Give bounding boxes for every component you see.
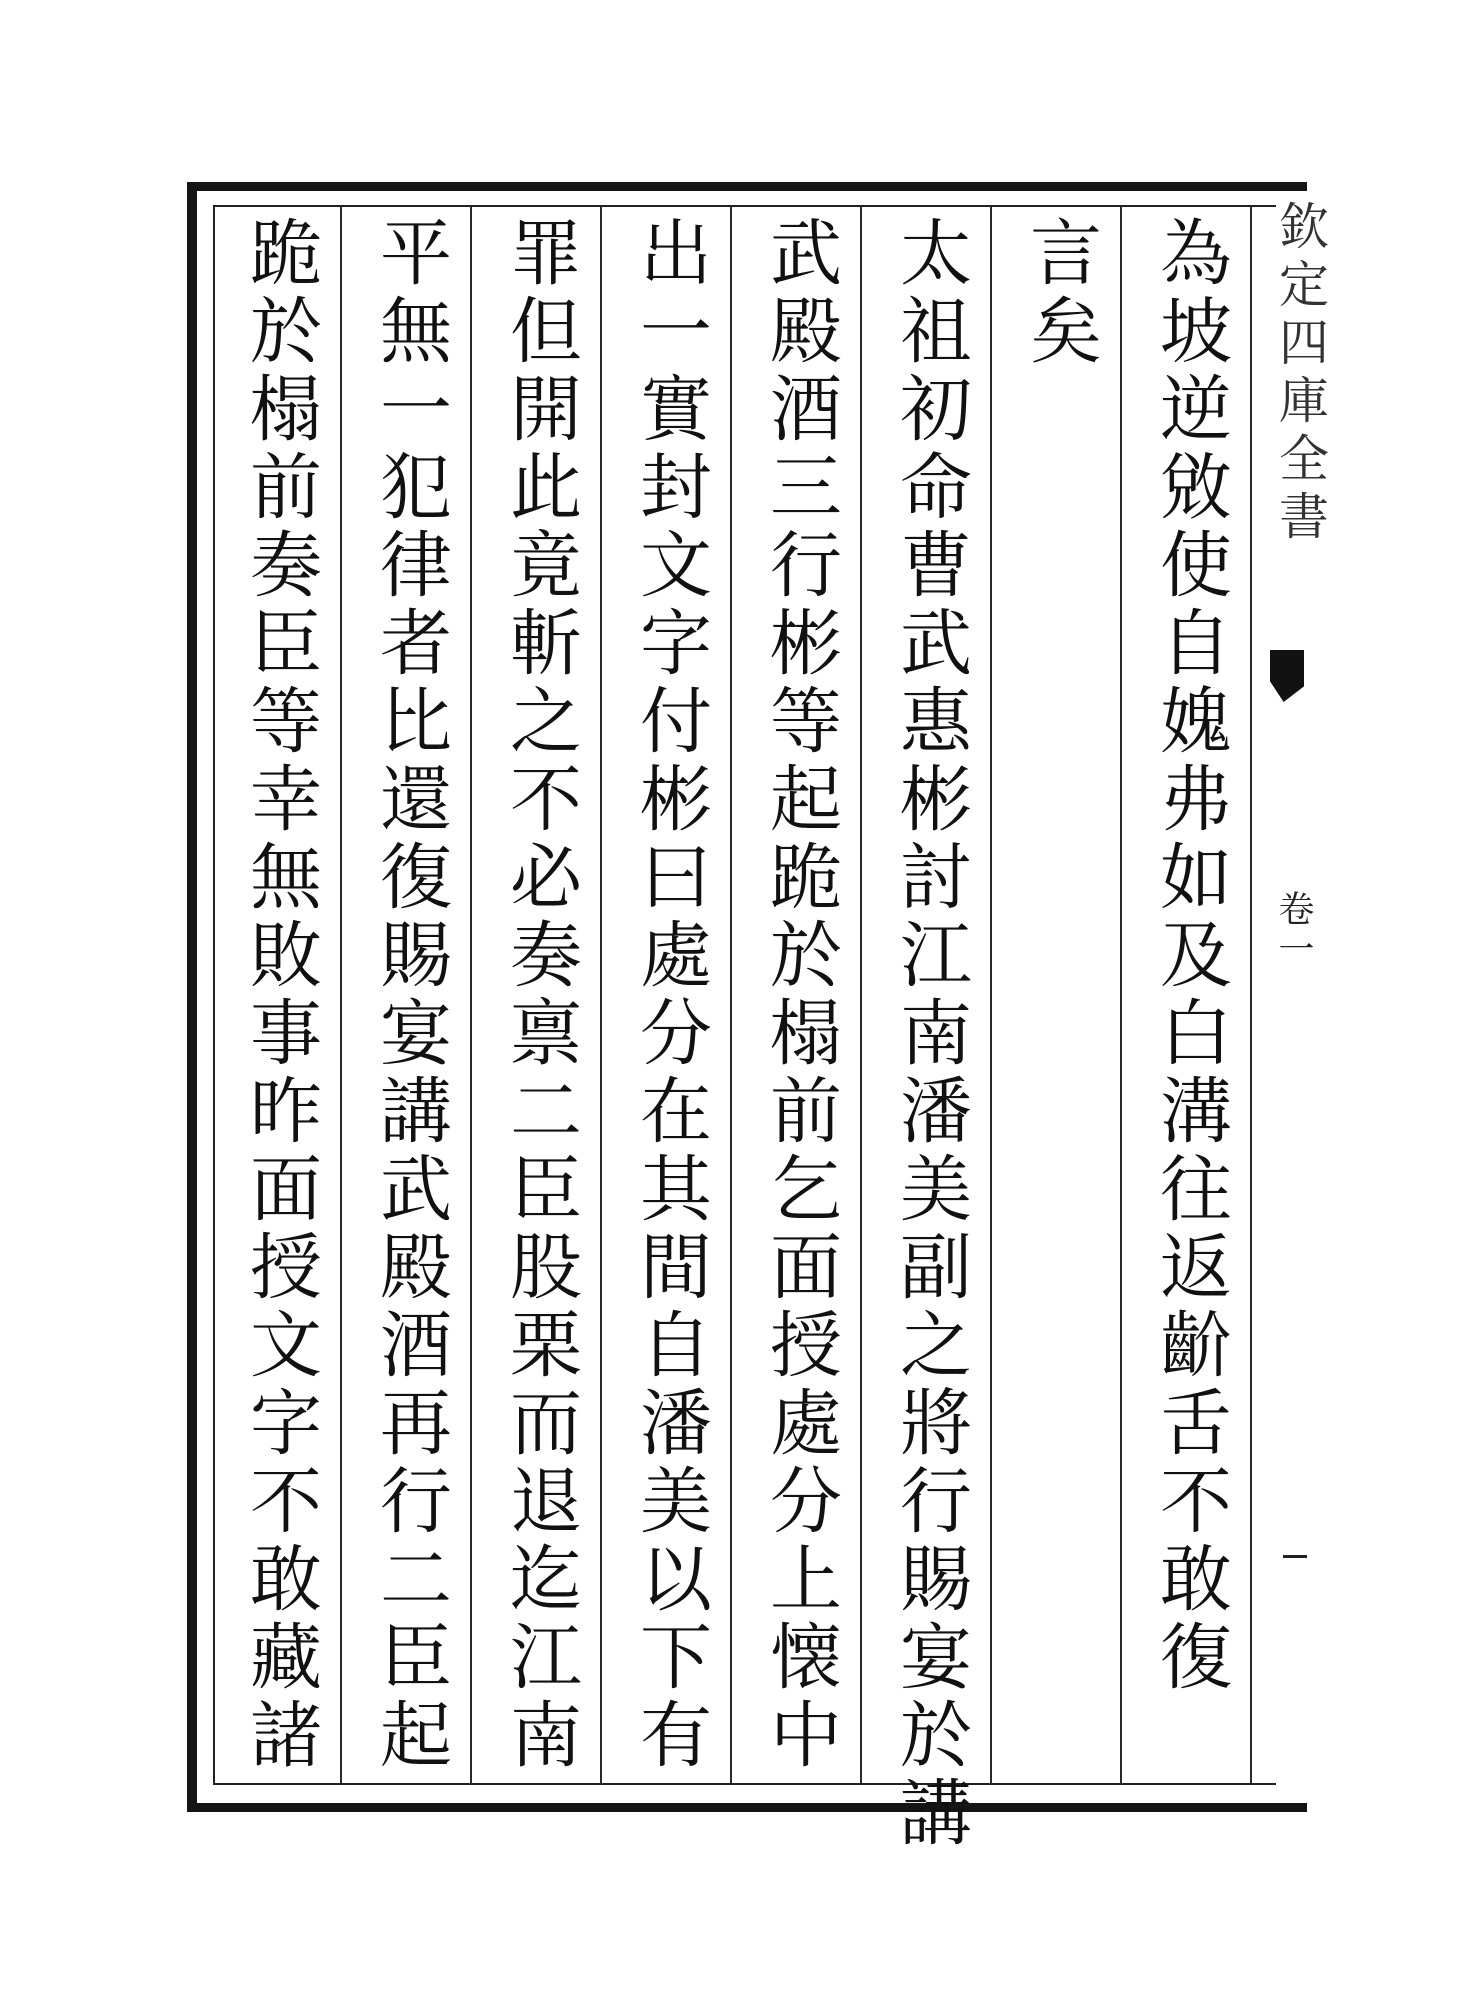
margin-book-title: 欽定四庫全書 bbox=[1271, 200, 1329, 548]
text-column-1: 為坡逆敓使自媿弗如及白溝往返齘舌不敢復 bbox=[1148, 215, 1232, 1697]
margin-tick bbox=[1283, 1555, 1307, 1558]
text-column-2: 言矣 bbox=[1018, 215, 1102, 371]
column-rule bbox=[470, 207, 472, 1783]
text-column-5: 出一實封文字付彬曰處分在其間自潘美以下有 bbox=[628, 215, 712, 1775]
margin-volume: 卷一 bbox=[1273, 890, 1314, 970]
column-rule bbox=[730, 207, 732, 1783]
column-rule bbox=[860, 207, 862, 1783]
text-column-4: 武殿酒三行彬等起跪於榻前乞面授處分上懐中 bbox=[758, 215, 842, 1775]
column-rule bbox=[600, 207, 602, 1783]
column-rule bbox=[990, 207, 992, 1783]
text-column-3: 太祖初命曹武惠彬討江南潘美副之將行賜宴於講 bbox=[888, 215, 972, 1853]
text-column-6: 罪但開此竟斬之不必奏禀二臣股栗而退迄江南 bbox=[498, 215, 582, 1775]
text-column-8: 跪於榻前奏臣等幸無敗事昨面授文字不敢藏諸 bbox=[238, 215, 322, 1775]
text-column-7: 平無一犯律者比還復賜宴講武殿酒再行二臣起 bbox=[368, 215, 452, 1775]
column-rule bbox=[1250, 207, 1252, 1783]
column-rule bbox=[340, 207, 342, 1783]
column-rule bbox=[1120, 207, 1122, 1783]
